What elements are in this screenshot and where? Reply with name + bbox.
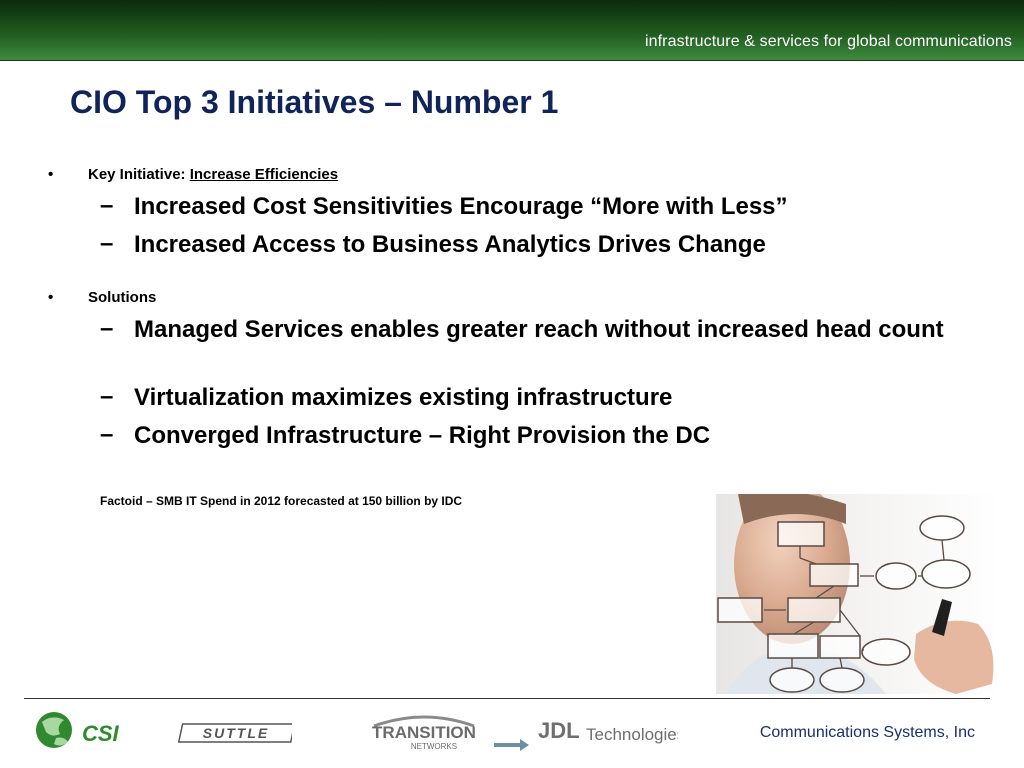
dash-marker: – xyxy=(100,230,114,257)
csi-globe-icon xyxy=(34,708,134,754)
company-name: Communications Systems, Inc xyxy=(759,724,975,741)
csi-logo-text: CSI xyxy=(82,721,119,746)
right-arrow-icon xyxy=(494,738,530,757)
transition-networks-logo xyxy=(368,712,480,759)
flowchart-hand-photo xyxy=(716,494,1000,694)
dash-marker: – xyxy=(100,383,114,410)
sub-item-text: Increased Cost Sensitivities Encourage “More with Less” xyxy=(134,193,788,220)
sub-item-text: Converged Infrastructure – Right Provision the DC xyxy=(134,422,711,449)
header-tagline: infrastructure & services for global communications xyxy=(644,33,1012,50)
bullet-marker: • xyxy=(48,289,54,306)
suttle-logo-text: SUTTLE xyxy=(202,725,270,741)
transition-logo-subtext: NETWORKS xyxy=(410,742,458,751)
suttle-logo xyxy=(178,722,292,749)
bullet-prefix: Key Initiative: xyxy=(88,166,190,183)
jdl-logo-subtext: Technologies xyxy=(586,725,678,744)
jdl-logo-text: JDL xyxy=(538,718,580,743)
factoid-text: Factoid – SMB IT Spend in 2012 forecasted at 150 billion by IDC xyxy=(100,494,463,508)
dash-marker: – xyxy=(100,421,114,448)
bullet-text xyxy=(88,166,338,183)
transition-logo-text: TRANSITION xyxy=(372,723,476,742)
footer-divider xyxy=(24,698,990,699)
bullet-marker: • xyxy=(48,166,54,183)
jdl-technologies-logo xyxy=(538,716,678,751)
bullet-highlight: Increase Efficiencies xyxy=(189,166,339,183)
bullet-text: Solutions xyxy=(88,289,157,306)
transition-logo-mark xyxy=(368,712,480,754)
slide-title: CIO Top 3 Initiatives – Number 1 xyxy=(70,84,559,120)
header-bar xyxy=(0,0,1024,61)
photo-illustration xyxy=(716,494,1000,694)
dash-marker: – xyxy=(100,192,114,219)
right-arrow-shape xyxy=(494,738,530,752)
jdl-logo-mark xyxy=(538,716,678,746)
sub-item-text: Managed Services enables greater reach without increased head count xyxy=(134,316,944,343)
csi-logo xyxy=(34,708,134,759)
sub-item-text: Increased Access to Business Analytics Drives Change xyxy=(134,231,766,258)
sub-item-text: Virtualization maximizes existing infrastructure xyxy=(134,384,673,411)
suttle-logo-mark xyxy=(178,722,292,744)
dash-marker: – xyxy=(100,315,114,342)
